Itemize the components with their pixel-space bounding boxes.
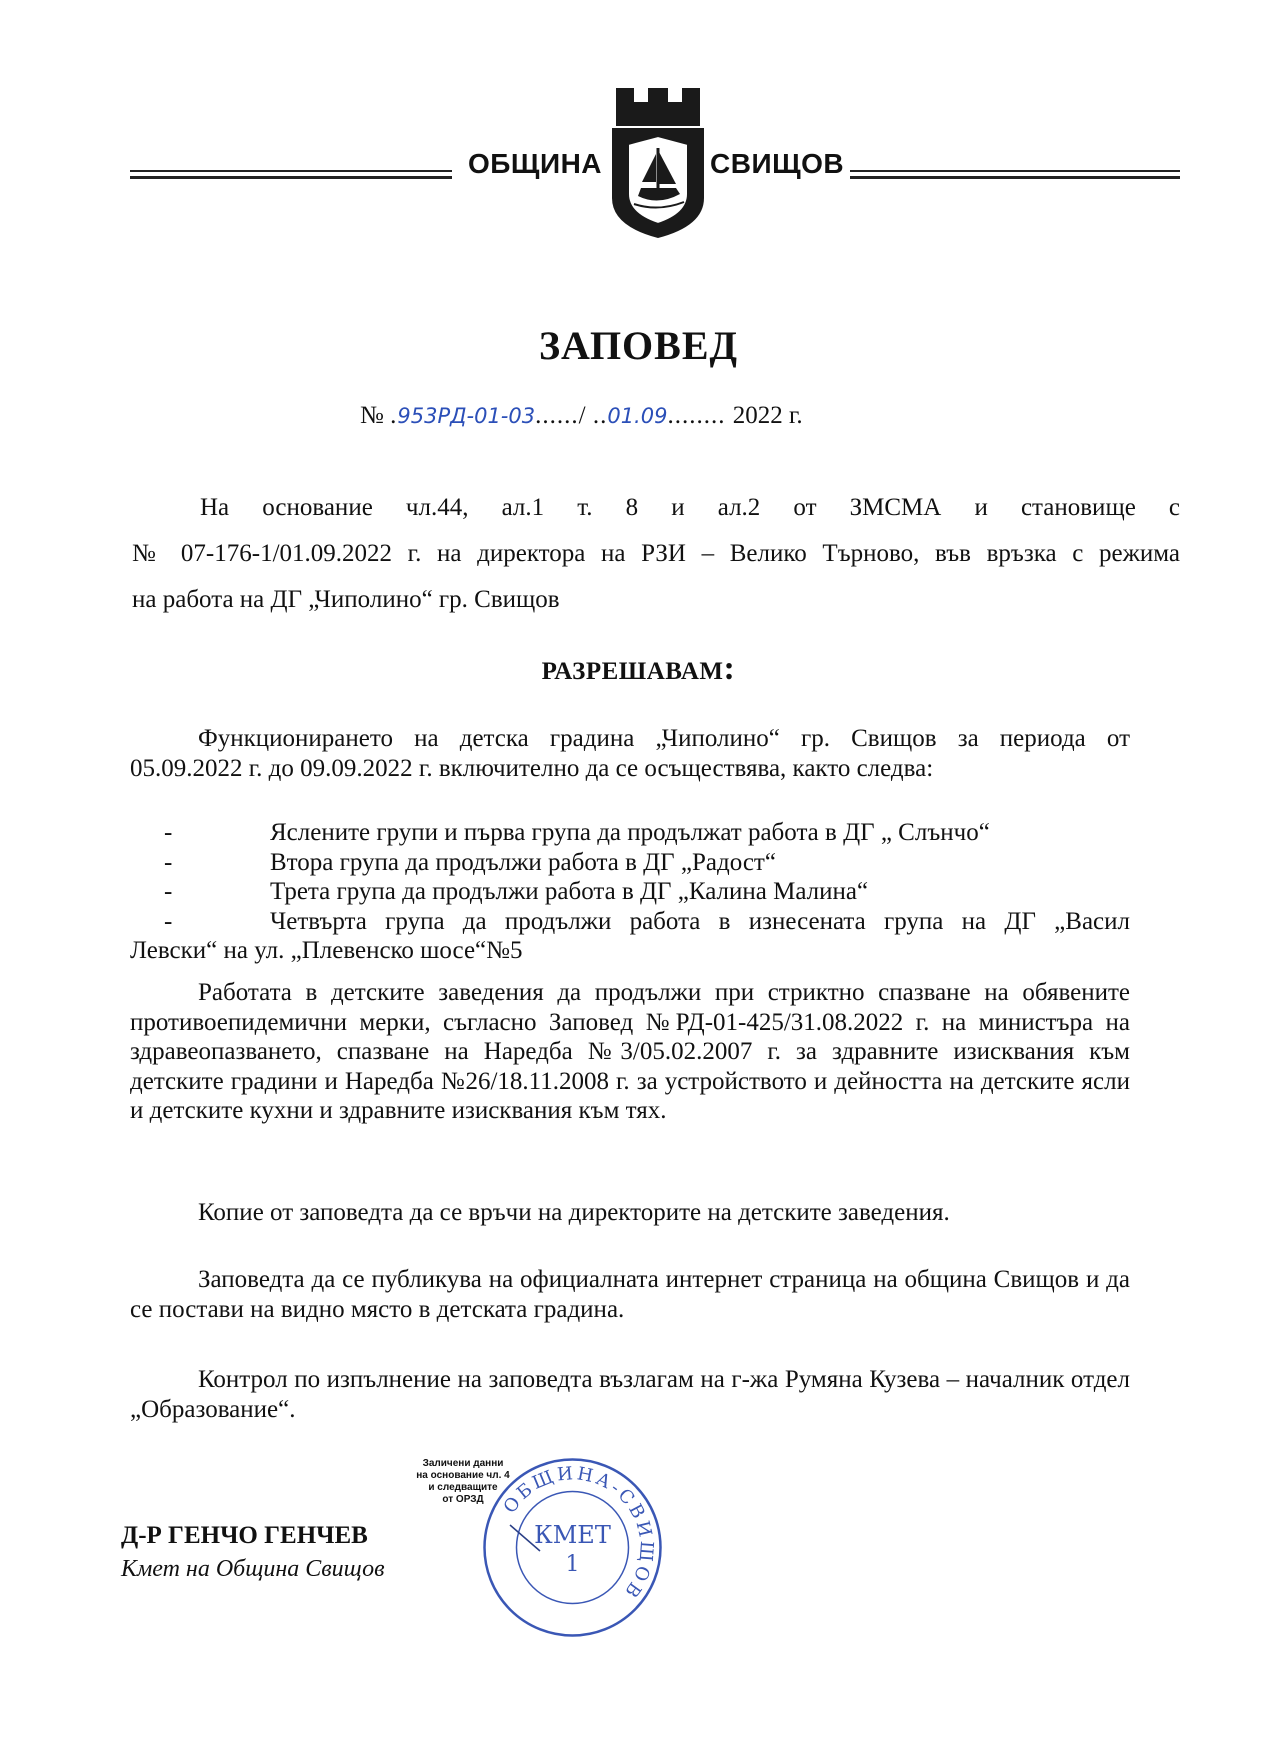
signer-role: Кмет на Община Свищов xyxy=(121,1556,385,1582)
decree-word: РАЗРЕШАВАМ xyxy=(541,658,724,685)
list-item xyxy=(130,848,1130,878)
document-title: ЗАПОВЕД xyxy=(538,323,739,368)
list-dash: - xyxy=(164,878,173,905)
order-number-handwritten: 953РД-01-03 xyxy=(397,404,536,428)
official-stamp-icon xyxy=(480,1455,665,1640)
list-item-text: Яслените групи и първа група да продължат работа в ДГ „ Слънчо“ xyxy=(270,819,990,846)
list-item xyxy=(130,907,1130,966)
basis-line-3: на работа на ДГ „Чиполино“ гр. Свищов xyxy=(132,586,560,613)
letterhead-word-right: СВИЩОВ xyxy=(710,148,845,179)
letterhead-rule-left xyxy=(130,170,452,179)
list-item-text: Втора група да продължи работа в ДГ „Радост“ xyxy=(270,848,776,876)
svg-text:1: 1 xyxy=(565,1552,580,1577)
letterhead-word-left: ОБЩИНА xyxy=(468,148,603,179)
letterhead xyxy=(130,88,1180,248)
functioning-line-1: Функционирането на детска градина „Чиполино“ гр. Свищов за периода от xyxy=(198,725,1130,752)
list-dash: - xyxy=(164,848,173,876)
order-number-dots-1: . xyxy=(390,402,398,429)
decree-heading xyxy=(0,650,1277,688)
redaction-line: от ОРЗД xyxy=(442,1494,484,1505)
order-number-line xyxy=(360,402,803,430)
functioning-line-2: 05.09.2022 г. до 09.09.2022 г. включително да се осъществява, както следва: xyxy=(130,754,934,782)
list-dash: - xyxy=(164,819,173,846)
list-item xyxy=(130,877,1130,907)
list-item-continuation: Левски“ на ул. „Плевенско шосе“№5 xyxy=(130,937,523,964)
redaction-line: Заличени данни xyxy=(422,1458,504,1469)
list-item xyxy=(130,818,1130,848)
control-paragraph: Контрол по изпълнение на заповедта възлагам на г-жа Румяна Кузева – началник отдел „Образование“. xyxy=(130,1366,1130,1423)
order-number-dots-3: .. xyxy=(585,402,608,429)
redaction-line: на основание чл. 4 xyxy=(416,1470,510,1481)
order-date-handwritten: 01.09 xyxy=(607,404,668,428)
functioning-paragraph xyxy=(130,724,1130,783)
order-number-dots-4: ........ xyxy=(667,402,733,429)
list-item-text: Трета група да продължи работа в ДГ „Калина Малина“ xyxy=(270,878,869,905)
work-paragraph: Работата в детските заведения да продължи при стриктно спазване на обявените противоепидемични мерки, съгласно Заповед №РД-01-425/31.08.2022 г. на министъра на здравеопазването, спазване на Наредба №3/05.02.2007 г. за здравните изисквания към детските градини и Наредба №26/18.11.2008 г. за устройството и дейността на детските ясли и детските кухни и здравните изисквания към тях. xyxy=(130,979,1130,1124)
svg-text:КМЕТ: КМЕТ xyxy=(534,1521,611,1549)
list-dash: - xyxy=(164,907,173,935)
redaction-line: и следващите xyxy=(428,1482,498,1493)
basis-line-2: № 07-176-1/01.09.2022 г. на директора на РЗИ – Велико Търново, във връзка с режима xyxy=(132,540,1180,567)
svg-text:ОБЩИНА-СВИЩОВ: ОБЩИНА-СВИЩОВ xyxy=(499,1463,658,1604)
publish-paragraph: Заповедта да се публикува на официалната интернет страница на община Свищов и да се постави на видно място в детската градина. xyxy=(130,1266,1130,1323)
signer-name: Д-Р ГЕНЧО ГЕНЧЕВ xyxy=(121,1522,368,1549)
copy-paragraph: Копие от заповедта да се връчи на директорите на детските заведения. xyxy=(198,1199,950,1226)
list-item-text: Четвърта група да продължи работа в изнесената група на ДГ „Васил xyxy=(270,907,1130,935)
decree-colon: : xyxy=(723,650,736,687)
municipal-crest-ship-icon xyxy=(608,88,708,238)
group-list xyxy=(130,818,1130,966)
basis-paragraph xyxy=(132,485,1180,623)
basis-line-1: На основание чл.44, ал.1 т. 8 и ал.2 от ЗМСМА и становище с xyxy=(200,494,1180,521)
order-number-prefix: № xyxy=(360,402,384,429)
order-year: 2022 г. xyxy=(732,402,803,429)
letterhead-rule-right xyxy=(850,170,1180,179)
order-number-separator: / xyxy=(578,402,586,429)
order-number-dots-2: ...... xyxy=(535,402,579,429)
